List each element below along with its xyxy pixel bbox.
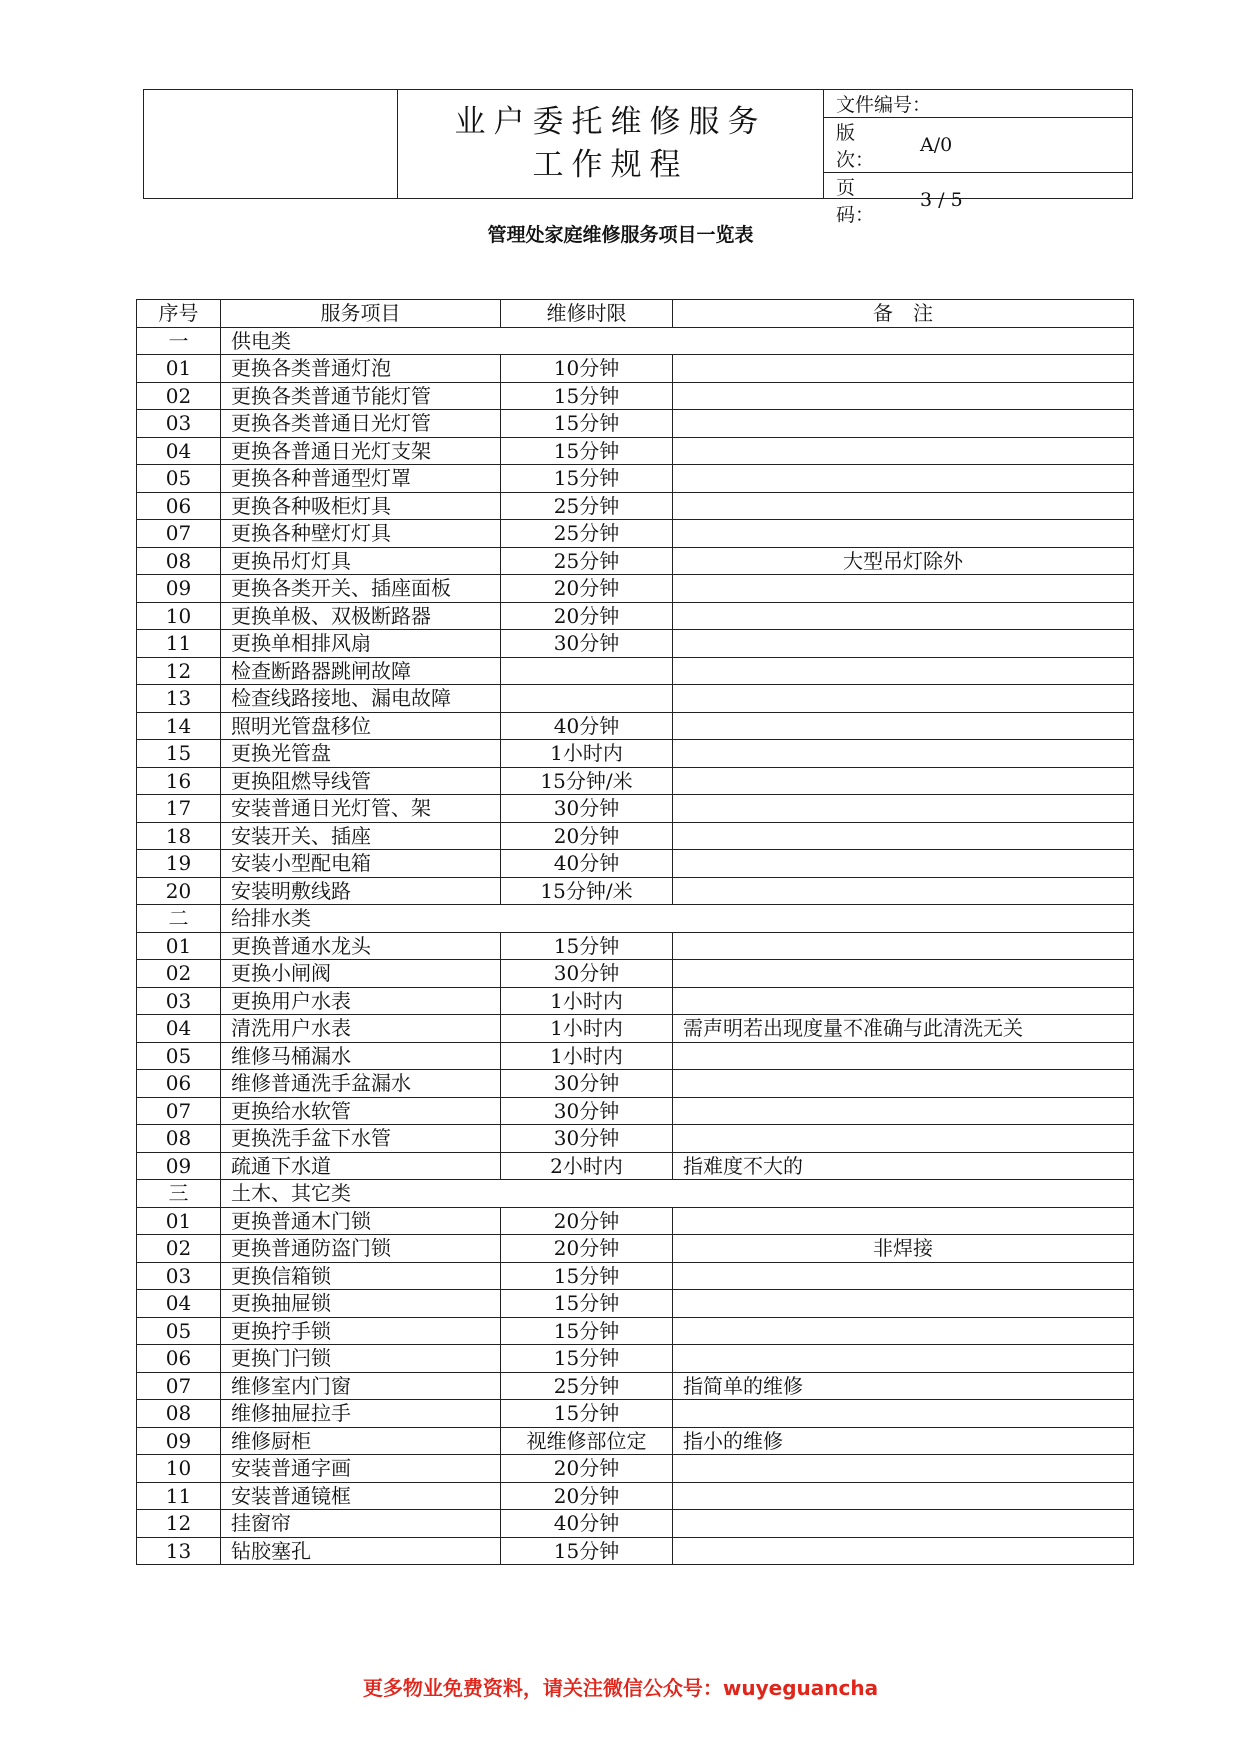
repair-time-limit: 20分钟 bbox=[501, 1235, 673, 1263]
table-header-row bbox=[137, 300, 1134, 328]
service-item: 更换抽屉锁 bbox=[221, 1290, 501, 1318]
row-number: 03 bbox=[137, 410, 221, 438]
remark bbox=[673, 575, 1134, 603]
remark bbox=[673, 492, 1134, 520]
remark: 需声明若出现度量不准确与此清洗无关 bbox=[673, 1015, 1134, 1043]
remark bbox=[673, 630, 1134, 658]
remark bbox=[673, 1317, 1134, 1345]
service-item: 清洗用户水表 bbox=[221, 1015, 501, 1043]
row-number: 04 bbox=[137, 1015, 221, 1043]
logo-cell bbox=[144, 90, 398, 198]
row-number: 11 bbox=[137, 630, 221, 658]
repair-time-limit: 15分钟 bbox=[501, 410, 673, 438]
service-item: 更换各普通日光灯支架 bbox=[221, 437, 501, 465]
remark bbox=[673, 712, 1134, 740]
table-row bbox=[137, 602, 1134, 630]
row-number: 01 bbox=[137, 1207, 221, 1235]
section-row bbox=[137, 905, 1134, 933]
row-number: 05 bbox=[137, 1042, 221, 1070]
service-item: 更换各种普通型灯罩 bbox=[221, 465, 501, 493]
repair-time-limit: 20分钟 bbox=[501, 1482, 673, 1510]
table-row bbox=[137, 822, 1134, 850]
repair-time-limit: 15分钟 bbox=[501, 1400, 673, 1428]
table-row bbox=[137, 630, 1134, 658]
repair-time-limit: 15分钟 bbox=[501, 1317, 673, 1345]
repair-time-limit: 10分钟 bbox=[501, 355, 673, 383]
service-item: 更换单极、双极断路器 bbox=[221, 602, 501, 630]
repair-time-limit: 20分钟 bbox=[501, 575, 673, 603]
document-header bbox=[143, 89, 1133, 226]
table-body bbox=[137, 327, 1134, 1565]
header-title-line1: 业户委托维修服务 bbox=[454, 104, 767, 140]
column-header-note: 备 注 bbox=[673, 300, 1134, 328]
repair-time-limit: 2小时内 bbox=[501, 1152, 673, 1180]
remark bbox=[673, 1207, 1134, 1235]
row-number: 13 bbox=[137, 1537, 221, 1565]
section-name: 供电类 bbox=[221, 327, 1134, 355]
service-item: 更换各类开关、插座面板 bbox=[221, 575, 501, 603]
row-number: 04 bbox=[137, 1290, 221, 1318]
repair-time-limit: 30分钟 bbox=[501, 960, 673, 988]
table-row bbox=[137, 932, 1134, 960]
remark bbox=[673, 1262, 1134, 1290]
table-row bbox=[137, 492, 1134, 520]
version-label: 版 次： bbox=[836, 122, 894, 171]
table-row bbox=[137, 1427, 1134, 1455]
table-row bbox=[137, 520, 1134, 548]
row-number: 07 bbox=[137, 520, 221, 548]
remark bbox=[673, 1070, 1134, 1098]
doc-number-label: 文件编号： bbox=[836, 94, 932, 116]
repair-time-limit: 15分钟/米 bbox=[501, 767, 673, 795]
row-number: 19 bbox=[137, 850, 221, 878]
table-row bbox=[137, 1042, 1134, 1070]
page-number-value: 3 / 5 bbox=[920, 189, 963, 211]
service-item: 安装普通镜框 bbox=[221, 1482, 501, 1510]
footer-promo-text: 更多物业免费资料，请关注微信公众号：wuyeguancha bbox=[362, 1676, 879, 1700]
table-row bbox=[137, 410, 1134, 438]
row-number: 05 bbox=[137, 1317, 221, 1345]
service-item: 维修室内门窗 bbox=[221, 1372, 501, 1400]
remark bbox=[673, 410, 1134, 438]
table-row bbox=[137, 960, 1134, 988]
table-row bbox=[137, 740, 1134, 768]
remark bbox=[673, 685, 1134, 713]
header-title bbox=[398, 90, 824, 198]
section-name: 土木、其它类 bbox=[221, 1180, 1134, 1208]
remark: 指简单的维修 bbox=[673, 1372, 1134, 1400]
repair-time-limit: 40分钟 bbox=[501, 712, 673, 740]
repair-time-limit: 20分钟 bbox=[501, 1207, 673, 1235]
table-row bbox=[137, 1097, 1134, 1125]
repair-time-limit: 15分钟 bbox=[501, 1262, 673, 1290]
table-row bbox=[137, 575, 1134, 603]
table-row bbox=[137, 1537, 1134, 1565]
service-item: 更换各类普通灯泡 bbox=[221, 355, 501, 383]
row-number: 01 bbox=[137, 932, 221, 960]
remark bbox=[673, 1290, 1134, 1318]
row-number: 17 bbox=[137, 795, 221, 823]
row-number: 12 bbox=[137, 1510, 221, 1538]
repair-time-limit: 30分钟 bbox=[501, 795, 673, 823]
row-number: 07 bbox=[137, 1097, 221, 1125]
service-item: 更换用户水表 bbox=[221, 987, 501, 1015]
repair-time-limit: 15分钟 bbox=[501, 1345, 673, 1373]
repair-time-limit: 15分钟 bbox=[501, 1537, 673, 1565]
row-number: 06 bbox=[137, 1070, 221, 1098]
table-row bbox=[137, 1070, 1134, 1098]
service-item: 更换阻燃导线管 bbox=[221, 767, 501, 795]
table-row bbox=[137, 1400, 1134, 1428]
table-row bbox=[137, 382, 1134, 410]
table-row bbox=[137, 1235, 1134, 1263]
header-title-line2: 工作规程 bbox=[532, 147, 689, 183]
row-number: 06 bbox=[137, 492, 221, 520]
service-item: 更换光管盘 bbox=[221, 740, 501, 768]
row-number: 04 bbox=[137, 437, 221, 465]
row-number: 03 bbox=[137, 1262, 221, 1290]
row-number: 10 bbox=[137, 1455, 221, 1483]
row-number: 15 bbox=[137, 740, 221, 768]
service-item: 更换洗手盆下水管 bbox=[221, 1125, 501, 1153]
repair-time-limit: 15分钟 bbox=[501, 382, 673, 410]
section-number: 二 bbox=[137, 905, 221, 933]
remark bbox=[673, 740, 1134, 768]
service-item: 安装开关、插座 bbox=[221, 822, 501, 850]
row-number: 12 bbox=[137, 657, 221, 685]
row-number: 02 bbox=[137, 1235, 221, 1263]
row-number: 02 bbox=[137, 382, 221, 410]
remark bbox=[673, 520, 1134, 548]
remark bbox=[673, 987, 1134, 1015]
header-meta bbox=[824, 90, 1132, 226]
service-item: 更换小闸阀 bbox=[221, 960, 501, 988]
section-name: 给排水类 bbox=[221, 905, 1134, 933]
row-number: 10 bbox=[137, 602, 221, 630]
service-item: 维修抽屉拉手 bbox=[221, 1400, 501, 1428]
service-item: 安装普通日光灯管、架 bbox=[221, 795, 501, 823]
row-number: 09 bbox=[137, 1427, 221, 1455]
table-row bbox=[137, 657, 1134, 685]
table-row bbox=[137, 1125, 1134, 1153]
table-row bbox=[137, 877, 1134, 905]
repair-time-limit: 30分钟 bbox=[501, 1070, 673, 1098]
table-row bbox=[137, 465, 1134, 493]
remark bbox=[673, 355, 1134, 383]
repair-time-limit: 20分钟 bbox=[501, 1455, 673, 1483]
service-item: 安装明敷线路 bbox=[221, 877, 501, 905]
service-item: 更换各类普通日光灯管 bbox=[221, 410, 501, 438]
service-item: 更换吊灯灯具 bbox=[221, 547, 501, 575]
column-header-item: 服务项目 bbox=[221, 300, 501, 328]
table-row bbox=[137, 1015, 1134, 1043]
table-row bbox=[137, 1345, 1134, 1373]
row-number: 07 bbox=[137, 1372, 221, 1400]
service-item: 疏通下水道 bbox=[221, 1152, 501, 1180]
repair-time-limit: 15分钟 bbox=[501, 437, 673, 465]
remark bbox=[673, 1345, 1134, 1373]
remark bbox=[673, 1097, 1134, 1125]
row-number: 14 bbox=[137, 712, 221, 740]
row-number: 09 bbox=[137, 575, 221, 603]
section-row bbox=[137, 327, 1134, 355]
table-row bbox=[137, 767, 1134, 795]
service-item: 更换各种吸柜灯具 bbox=[221, 492, 501, 520]
service-item: 钻胶塞孔 bbox=[221, 1537, 501, 1565]
repair-time-limit: 1小时内 bbox=[501, 1015, 673, 1043]
page-number-label: 页 码： bbox=[836, 177, 894, 226]
repair-time-limit: 1小时内 bbox=[501, 1042, 673, 1070]
table-row bbox=[137, 712, 1134, 740]
repair-time-limit bbox=[501, 657, 673, 685]
service-item: 挂窗帘 bbox=[221, 1510, 501, 1538]
repair-time-limit: 25分钟 bbox=[501, 520, 673, 548]
table-row bbox=[137, 1510, 1134, 1538]
repair-time-limit: 15分钟 bbox=[501, 465, 673, 493]
doc-number-row bbox=[824, 90, 1132, 118]
table-row bbox=[137, 547, 1134, 575]
service-item: 安装小型配电箱 bbox=[221, 850, 501, 878]
service-item: 检查断路器跳闸故障 bbox=[221, 657, 501, 685]
repair-time-limit: 40分钟 bbox=[501, 850, 673, 878]
remark bbox=[673, 1125, 1134, 1153]
remark bbox=[673, 767, 1134, 795]
service-item: 更换各种壁灯灯具 bbox=[221, 520, 501, 548]
repair-time-limit: 1小时内 bbox=[501, 740, 673, 768]
row-number: 08 bbox=[137, 1400, 221, 1428]
service-item: 维修厨柜 bbox=[221, 1427, 501, 1455]
remark bbox=[673, 960, 1134, 988]
repair-time-limit: 40分钟 bbox=[501, 1510, 673, 1538]
service-items-table bbox=[136, 299, 1134, 1565]
row-number: 11 bbox=[137, 1482, 221, 1510]
service-item: 更换门闩锁 bbox=[221, 1345, 501, 1373]
remark bbox=[673, 1482, 1134, 1510]
table-row bbox=[137, 437, 1134, 465]
table-row bbox=[137, 1152, 1134, 1180]
remark: 大型吊灯除外 bbox=[673, 547, 1134, 575]
section-number: 一 bbox=[137, 327, 221, 355]
remark bbox=[673, 1537, 1134, 1565]
service-item: 更换给水软管 bbox=[221, 1097, 501, 1125]
column-header-time: 维修时限 bbox=[501, 300, 673, 328]
table-row bbox=[137, 355, 1134, 383]
remark bbox=[673, 1042, 1134, 1070]
table-row bbox=[137, 1207, 1134, 1235]
repair-time-limit bbox=[501, 685, 673, 713]
table-row bbox=[137, 685, 1134, 713]
section-number: 三 bbox=[137, 1180, 221, 1208]
table-row bbox=[137, 1290, 1134, 1318]
version-value: A/0 bbox=[920, 134, 953, 156]
table-row bbox=[137, 987, 1134, 1015]
version-row bbox=[824, 118, 1132, 173]
repair-time-limit: 1小时内 bbox=[501, 987, 673, 1015]
repair-time-limit: 25分钟 bbox=[501, 547, 673, 575]
service-item: 检查线路接地、漏电故障 bbox=[221, 685, 501, 713]
remark bbox=[673, 437, 1134, 465]
row-number: 08 bbox=[137, 1125, 221, 1153]
repair-time-limit: 15分钟 bbox=[501, 1290, 673, 1318]
repair-time-limit: 25分钟 bbox=[501, 1372, 673, 1400]
repair-time-limit: 25分钟 bbox=[501, 492, 673, 520]
repair-time-limit: 30分钟 bbox=[501, 630, 673, 658]
remark: 指难度不大的 bbox=[673, 1152, 1134, 1180]
table-row bbox=[137, 1372, 1134, 1400]
service-item: 更换拧手锁 bbox=[221, 1317, 501, 1345]
repair-time-limit: 30分钟 bbox=[501, 1097, 673, 1125]
repair-time-limit: 15分钟 bbox=[501, 932, 673, 960]
row-number: 06 bbox=[137, 1345, 221, 1373]
row-number: 03 bbox=[137, 987, 221, 1015]
remark bbox=[673, 822, 1134, 850]
section-row bbox=[137, 1180, 1134, 1208]
remark bbox=[673, 795, 1134, 823]
column-header-no: 序号 bbox=[137, 300, 221, 328]
service-item: 安装普通字画 bbox=[221, 1455, 501, 1483]
repair-time-limit: 视维修部位定 bbox=[501, 1427, 673, 1455]
remark bbox=[673, 850, 1134, 878]
service-item: 维修马桶漏水 bbox=[221, 1042, 501, 1070]
row-number: 18 bbox=[137, 822, 221, 850]
remark bbox=[673, 465, 1134, 493]
remark bbox=[673, 1510, 1134, 1538]
row-number: 08 bbox=[137, 547, 221, 575]
service-item: 更换各类普通节能灯管 bbox=[221, 382, 501, 410]
remark bbox=[673, 602, 1134, 630]
remark bbox=[673, 877, 1134, 905]
remark bbox=[673, 382, 1134, 410]
repair-time-limit: 15分钟/米 bbox=[501, 877, 673, 905]
service-item: 更换普通防盗门锁 bbox=[221, 1235, 501, 1263]
service-item: 更换信箱锁 bbox=[221, 1262, 501, 1290]
table-title: 管理处家庭维修服务项目一览表 bbox=[487, 224, 754, 246]
page-number-row bbox=[824, 173, 1132, 227]
repair-time-limit: 20分钟 bbox=[501, 822, 673, 850]
service-item: 更换单相排风扇 bbox=[221, 630, 501, 658]
table-row bbox=[137, 1455, 1134, 1483]
remark: 指小的维修 bbox=[673, 1427, 1134, 1455]
table-row bbox=[137, 850, 1134, 878]
row-number: 20 bbox=[137, 877, 221, 905]
remark bbox=[673, 1455, 1134, 1483]
repair-time-limit: 30分钟 bbox=[501, 1125, 673, 1153]
remark: 非焊接 bbox=[673, 1235, 1134, 1263]
row-number: 02 bbox=[137, 960, 221, 988]
repair-time-limit: 20分钟 bbox=[501, 602, 673, 630]
remark bbox=[673, 657, 1134, 685]
row-number: 09 bbox=[137, 1152, 221, 1180]
service-item: 照明光管盘移位 bbox=[221, 712, 501, 740]
service-item: 更换普通水龙头 bbox=[221, 932, 501, 960]
remark bbox=[673, 1400, 1134, 1428]
table-row bbox=[137, 795, 1134, 823]
row-number: 16 bbox=[137, 767, 221, 795]
service-item: 更换普通木门锁 bbox=[221, 1207, 501, 1235]
table-row bbox=[137, 1317, 1134, 1345]
service-item: 维修普通洗手盆漏水 bbox=[221, 1070, 501, 1098]
table-row bbox=[137, 1262, 1134, 1290]
remark bbox=[673, 932, 1134, 960]
row-number: 05 bbox=[137, 465, 221, 493]
table-row bbox=[137, 1482, 1134, 1510]
row-number: 13 bbox=[137, 685, 221, 713]
row-number: 01 bbox=[137, 355, 221, 383]
